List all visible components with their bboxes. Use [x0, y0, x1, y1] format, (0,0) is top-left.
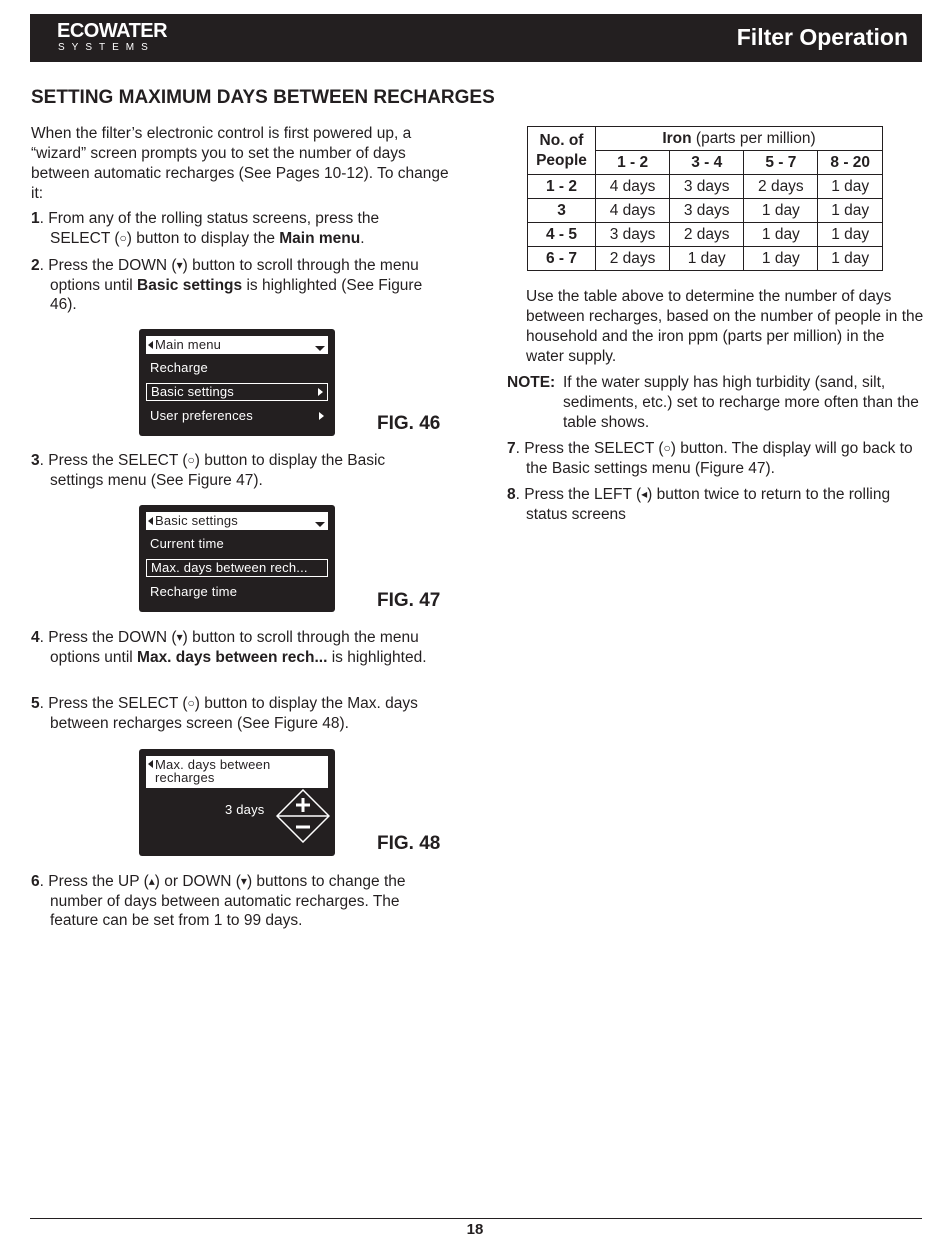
table-cell-people: 6 - 7: [528, 247, 596, 271]
down-arrow-icon: [315, 522, 325, 527]
menu-item-recharge: Recharge: [150, 360, 208, 375]
table-cell: 4 days: [596, 199, 670, 223]
figure-label-47: FIG. 47: [377, 590, 441, 611]
step-1: 1. From any of the rolling status screens, press the SELECT (○) button to display the Main menu.: [31, 210, 380, 247]
figure-label-46: FIG. 46: [377, 413, 441, 434]
select-icon: ○: [187, 696, 195, 710]
page-number: 18: [466, 1221, 484, 1238]
menu-item-max-days: Max. days between rech...: [146, 559, 328, 577]
table-cell: 4 days: [596, 175, 670, 199]
note-text: If the water supply has high turbidity (sand, silt, sediments, etc.) set to recharge more often than the table shows.: [563, 374, 919, 431]
lcd-screen-max-days: [139, 749, 335, 856]
down-arrow-icon: ▾: [176, 258, 183, 272]
table-row: [528, 247, 883, 271]
table-note-paragraph: Use the table above to determine the number of days between recharges, based on the number of people in the household and the iron ppm (parts per million) in the water supply.: [526, 288, 924, 365]
step-2: 2. Press the DOWN (▾) button to scroll through the menu options until Basic settings is highlighted (See Figure 46).: [31, 257, 423, 313]
table-cell: 2 days: [744, 175, 818, 199]
table-cell: 1 day: [744, 199, 818, 223]
table-header-range: 1 - 2: [596, 151, 670, 175]
table-row: [528, 223, 883, 247]
table-cell: 1 day: [818, 175, 883, 199]
table-cell: 3 days: [670, 199, 744, 223]
step-4: 4. Press the DOWN (▾) button to scroll through the menu options until Max. days between rech... is highlighted.: [31, 629, 427, 666]
table-header-range: 8 - 20: [818, 151, 883, 175]
right-arrow-icon: [319, 412, 324, 420]
left-arrow-icon: ◂: [641, 487, 648, 501]
footer-divider: [30, 1218, 922, 1219]
left-arrow-icon: [148, 341, 153, 349]
lcd-title-bar: Max. days between recharges: [146, 756, 328, 788]
right-arrow-icon: [318, 388, 323, 396]
lcd-screen-basic-settings: [139, 505, 335, 612]
step-7: 7. Press the SELECT (○) button. The display will go back to the Basic settings menu (Figure 47).: [507, 440, 913, 477]
menu-item-current-time: Current time: [150, 536, 224, 551]
table-cell-people: 4 - 5: [528, 223, 596, 247]
down-arrow-icon: ▾: [240, 874, 247, 888]
table-header-people: No. of People: [528, 127, 596, 175]
table-row: [528, 199, 883, 223]
table-header-range: 5 - 7: [744, 151, 818, 175]
table-cell: 3 days: [670, 175, 744, 199]
table-header-range: 3 - 4: [670, 151, 744, 175]
page-header: [30, 14, 922, 62]
table-header-iron: Iron (parts per million): [596, 127, 883, 151]
lcd-screen-main-menu: [139, 329, 335, 436]
note-label: NOTE:: [507, 374, 556, 391]
down-arrow-icon: [315, 346, 325, 351]
menu-item-user-preferences: User preferences: [146, 407, 328, 425]
table-row: [528, 175, 883, 199]
plus-minus-icon: [276, 789, 330, 843]
table-cell: 1 day: [744, 223, 818, 247]
up-arrow-icon: ▴: [148, 874, 155, 888]
down-arrow-icon: ▾: [176, 630, 183, 644]
menu-item-recharge-time: Recharge time: [150, 584, 238, 599]
table-cell: 3 days: [596, 223, 670, 247]
select-icon: ○: [187, 453, 195, 467]
brand-logo: ECOWATER: [57, 20, 168, 42]
step-6: 6. Press the UP (▴) or DOWN (▾) buttons to change the number of days between automatic recharges. The feature can be set from 1 to 99 days.: [31, 873, 406, 929]
select-icon: ○: [663, 441, 671, 455]
table-cell: 1 day: [744, 247, 818, 271]
step-5: 5. Press the SELECT (○) button to display the Max. days between recharges screen (See Figure 48).: [31, 695, 418, 732]
step-8: 8. Press the LEFT (◂) button twice to return to the rolling status screens: [507, 486, 891, 523]
table-cell: 1 day: [818, 199, 883, 223]
table-cell: 1 day: [818, 223, 883, 247]
select-icon: ○: [119, 230, 127, 245]
table-cell-people: 3: [528, 199, 596, 223]
header-title: Filter Operation: [736, 24, 908, 50]
left-arrow-icon: [148, 517, 153, 525]
lcd-title-bar: Basic settings: [146, 512, 328, 530]
lcd-title-bar: Main menu: [146, 336, 328, 354]
intro-paragraph: When the filter’s electronic control is first powered up, a “wizard” screen prompts you to set the number of days between automatic recharges (See Pages 10-12). To change it:: [31, 125, 449, 202]
table-cell: 2 days: [670, 223, 744, 247]
table-cell: 2 days: [596, 247, 670, 271]
table-cell: 1 day: [670, 247, 744, 271]
figure-label-48: FIG. 48: [377, 833, 441, 854]
table-cell: 1 day: [818, 247, 883, 271]
section-title: SETTING MAXIMUM DAYS BETWEEN RECHARGES: [31, 87, 495, 108]
step-3: 3. Press the SELECT (○) button to display the Basic settings menu (See Figure 47).: [31, 452, 386, 489]
menu-item-basic-settings: Basic settings: [146, 383, 328, 401]
brand-logo-subtitle: SYSTEMS: [58, 42, 155, 53]
iron-recharge-table: [527, 126, 883, 271]
left-arrow-icon: [148, 760, 153, 768]
days-value: 3 days: [225, 802, 265, 817]
table-cell-people: 1 - 2: [528, 175, 596, 199]
